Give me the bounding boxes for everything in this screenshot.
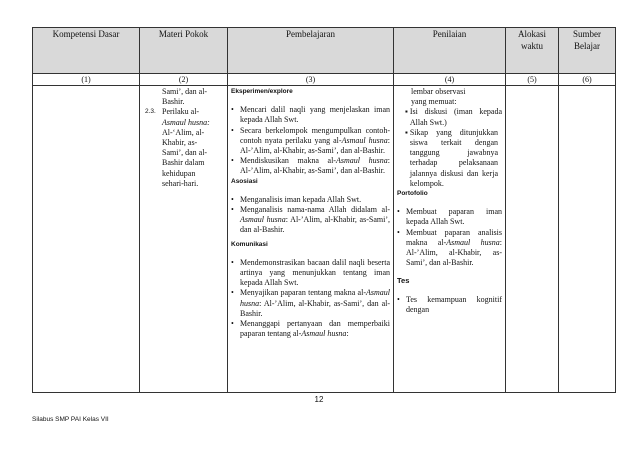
materi-line: Khabir, as-	[162, 138, 198, 148]
section-title-komunikasi: Komunikasi	[231, 240, 268, 248]
section-title-eksperimen: Eksperimen/explore	[231, 88, 293, 95]
section-title-portofolio: Portofolio	[397, 190, 428, 198]
section-title-asosiasi: Asosiasi	[231, 177, 258, 185]
list-item: • Secara berkelompok mengumpulkan contoh-contoh nyata perilaku yang al-Asmaul husna: Al-’Alim, al-Khabir, as-Sami’, dan al-Bashir.	[231, 125, 390, 156]
materi-line: Sami’, dan al-	[162, 87, 208, 96]
materi-cell	[140, 86, 228, 393]
materi-line: kehidupan	[162, 168, 196, 178]
materi-line: Sami’, dan al-	[162, 148, 208, 158]
header-pembelajaran: Pembelajaran	[228, 28, 394, 74]
column-number: (6)	[559, 74, 616, 86]
list-item: • Mendemonstrasikan bacaan dalil naqli beserta artinya yang menunjukkan tentang iman kepada Allah Swt.	[231, 257, 390, 288]
list-item: • Tes kemampuan kognitif dengan	[397, 294, 502, 314]
materi-item-number: 2.3.	[145, 108, 156, 116]
header-materi-pokok: Materi Pokok	[140, 28, 228, 74]
list-item: • Membuat paparan analisis makna al-Asmaul husna: Al-’Alim, al-Khabir, as-Sami’, dan al-Bashir.	[397, 227, 502, 268]
column-number: (1)	[33, 74, 140, 86]
alokasi-cell	[506, 86, 559, 393]
materi-line: Bashir.	[162, 97, 185, 107]
list-item: • Mendiskusikan makna al-Asmaul husna: Al-’Alim, al-Khabir, as-Sami’, dan al-Bashir.	[231, 156, 390, 176]
list-item: • Menanggapi pertanyaan dan memperbaiki paparan tentang al-Asmaul husna:	[231, 319, 390, 339]
list-item: • Menganalisis nama-nama Allah didalam al-Asmaul husna: Al-’Alim, al-Khabir, as-Sami’, dan al-Bashir.	[231, 205, 390, 235]
pembelajaran-cell	[228, 86, 394, 393]
materi-line: Bashir dalam	[162, 158, 205, 168]
penilaian-line: lembar observasi	[411, 87, 466, 96]
table-header-row	[33, 28, 616, 74]
materi-line: Perilaku al-	[162, 107, 200, 117]
materi-line: Asmaul husna:	[162, 117, 210, 127]
table-body-row	[33, 86, 616, 393]
list-item: • Menganalisis iman kepada Allah Swt.	[231, 194, 362, 204]
column-number: (5)	[506, 74, 559, 86]
materi-line: sehari-hari.	[162, 178, 199, 188]
materi-line: Al-‘Alim, al-	[162, 127, 205, 137]
list-item: • Mencari dalil naqli yang menjelaskan iman kepada Allah Swt.	[231, 105, 390, 125]
header-sumber-belajar: Sumber Belajar	[559, 28, 616, 74]
kompetensi-cell	[33, 86, 140, 393]
header-penilaian: Penilaian	[394, 28, 506, 74]
column-number: (4)	[394, 74, 506, 86]
list-item: • Menyajikan paparan tentang makna al-Asmaul husna: Al-’Alim, al-Khabir, as-Sami’, dan al-Bashir.	[231, 288, 390, 318]
penilaian-line: yang memuat:	[411, 97, 457, 107]
header-kompetensi-dasar: Kompetensi Dasar	[33, 28, 140, 74]
syllabus-table	[32, 27, 616, 393]
column-number-row	[33, 74, 616, 86]
section-title-tes: Tes	[397, 276, 410, 286]
list-item: ▪ Isi diskusi (iman kepada Allah Swt.)	[405, 107, 502, 127]
column-number: (3)	[228, 74, 394, 86]
header-alokasi-waktu: Alokasi waktu	[506, 28, 559, 74]
document-footer-label: Silabus SMP PAI Kelas VII	[32, 416, 109, 423]
page-number: 12	[314, 395, 324, 404]
column-number: (2)	[140, 74, 228, 86]
list-item: • Membuat paparan iman kepada Allah Swt.	[397, 207, 502, 227]
sumber-cell	[559, 86, 616, 393]
penilaian-cell	[394, 86, 506, 393]
list-item: ▪ Sikap yang ditunjukkan siswa terkait dengan tanggung jawabnya terhadap pelaksanaan jalannya diskusi dan kerja kelompok.	[405, 127, 498, 188]
